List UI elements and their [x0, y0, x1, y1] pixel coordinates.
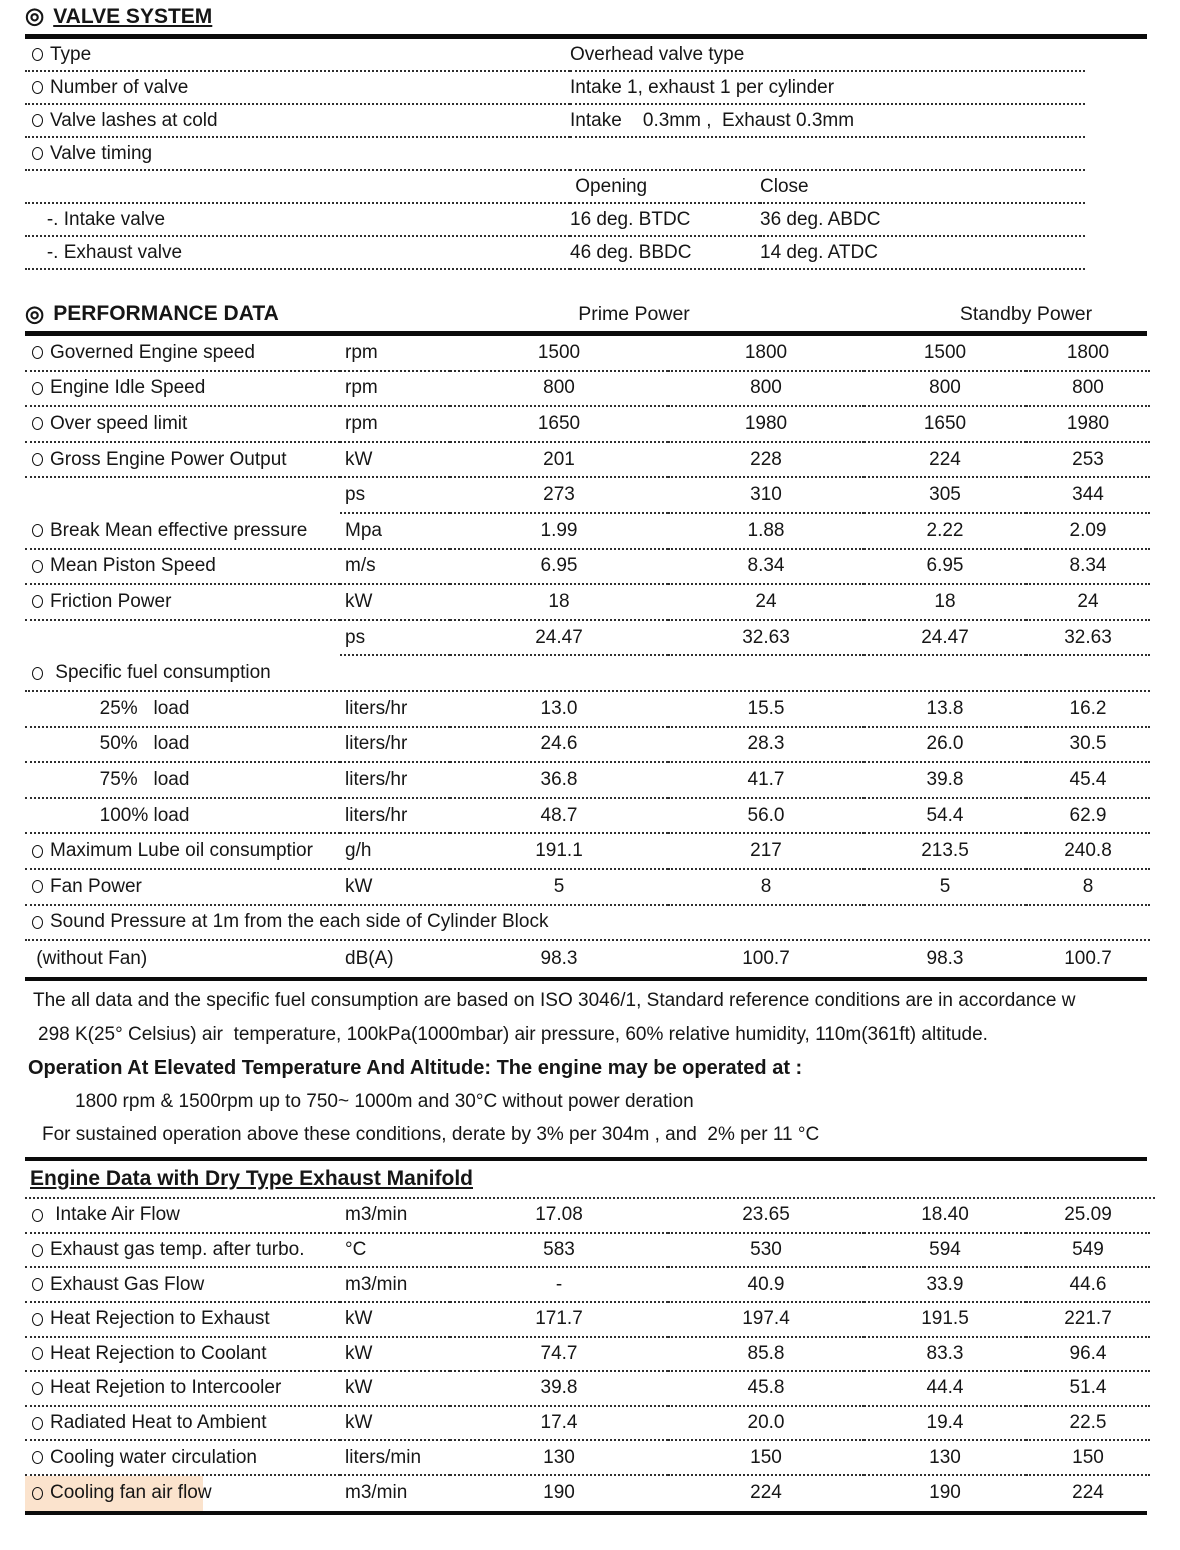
table-row — [25, 1476, 1150, 1511]
table-row — [25, 443, 1150, 479]
table-row — [25, 336, 1150, 372]
row-value: 5 — [864, 870, 1026, 906]
row-label-text: (without Fan) — [31, 947, 148, 969]
row-value: 33.9 — [864, 1268, 1026, 1303]
note-line: 298 K(25° Celsius) air temperature, 100kPa(1000mbar) air pressure, 60% relative humidity, 110m(361ft) altitude. — [38, 1023, 988, 1045]
row-unit: liters/hr — [340, 728, 450, 764]
row-value: 310 — [668, 478, 864, 514]
row-label-text: Valve timing — [50, 142, 153, 164]
row-label — [25, 336, 340, 372]
row-value: 85.8 — [668, 1338, 864, 1373]
row-label-text: 75% load — [31, 768, 190, 790]
valve-table-row — [25, 237, 1085, 270]
row-label — [25, 39, 570, 72]
row-unit: dB(A) — [345, 947, 394, 969]
table-row — [25, 906, 1150, 942]
table-row — [25, 1338, 1150, 1373]
note-line-operation-bold: Operation At Elevated Temperature And Altitude: The engine may be operated at : — [28, 1056, 803, 1079]
valve-table-row — [25, 72, 1085, 105]
row-value: 190 — [543, 1482, 575, 1504]
table-row — [25, 728, 1150, 764]
row-label — [25, 72, 570, 105]
table-row — [25, 1268, 1150, 1303]
valve-opening-value: Opening — [570, 171, 760, 204]
row-label — [25, 1338, 340, 1373]
row-unit: kW — [340, 1372, 450, 1407]
valve-opening-value: 46 deg. BBDC — [570, 237, 760, 270]
circle-bullet-icon — [32, 453, 43, 466]
row-unit: liters/min — [340, 1441, 450, 1476]
row-label-text: Mean Piston Speed — [50, 555, 216, 577]
circle-bullet-icon — [32, 595, 43, 608]
row-value: 800 — [1026, 372, 1150, 408]
engine-data-header — [25, 1161, 1155, 1199]
circle-bullet-icon — [32, 382, 43, 395]
row-value: 22.5 — [1026, 1407, 1150, 1442]
row-value: 45.4 — [1026, 763, 1150, 799]
row-unit: Mpa — [340, 514, 450, 550]
row-unit: m3/min — [345, 1482, 408, 1504]
row-value: 549 — [1026, 1234, 1150, 1269]
row-value: 190 — [929, 1482, 961, 1504]
row-value: 344 — [1026, 478, 1150, 514]
table-row — [25, 692, 1150, 728]
row-value: 56.0 — [668, 799, 864, 835]
row-value: 13.0 — [450, 692, 668, 728]
row-label-text: Intake Air Flow — [50, 1204, 180, 1226]
row-value: 44.4 — [864, 1372, 1026, 1407]
row-value: 1800 — [668, 336, 864, 372]
circle-bullet-icon — [32, 48, 43, 61]
reference-notes — [25, 985, 1180, 1153]
row-value: 5 — [450, 870, 668, 906]
row-value: 100.7 — [742, 947, 790, 969]
row-label-text: Gross Engine Power Output — [50, 448, 287, 470]
circle-bullet-icon — [32, 1417, 43, 1430]
table-row — [25, 372, 1150, 408]
row-label-text: -. Intake valve — [31, 208, 166, 230]
row-label — [25, 237, 570, 270]
row-value: 800 — [668, 372, 864, 408]
table-row — [25, 621, 1150, 657]
row-value: 213.5 — [864, 834, 1026, 870]
row-value: 32.63 — [668, 621, 864, 657]
row-value: 530 — [668, 1234, 864, 1269]
row-label — [25, 1407, 340, 1442]
row-unit: rpm — [340, 407, 450, 443]
row-value: 100.7 — [1064, 947, 1112, 969]
row-value: 24.47 — [450, 621, 668, 657]
row-unit: kW — [340, 585, 450, 621]
row-label — [25, 692, 340, 728]
row-value: 221.7 — [1026, 1303, 1150, 1338]
row-value: 96.4 — [1026, 1338, 1150, 1373]
row-label — [25, 621, 340, 657]
row-value: 8 — [1026, 870, 1150, 906]
circle-bullet-icon — [32, 560, 43, 573]
row-label — [25, 1234, 340, 1269]
row-label-text: Break Mean effective pressure — [50, 519, 308, 541]
row-value: 13.8 — [864, 692, 1026, 728]
row-value: 1.88 — [668, 514, 864, 550]
table-row — [25, 870, 1150, 906]
table-row — [25, 941, 1150, 977]
row-value: 54.4 — [864, 799, 1026, 835]
row-label — [25, 906, 1150, 942]
table-row — [25, 799, 1150, 835]
valve-table — [25, 39, 1180, 270]
table-row — [25, 1234, 1150, 1269]
row-value: - — [450, 1268, 668, 1303]
row-unit: m3/min — [340, 1268, 450, 1303]
row-value: 1.99 — [450, 514, 668, 550]
row-label — [25, 514, 340, 550]
row-unit: ps — [340, 478, 450, 514]
row-value: 24.6 — [450, 728, 668, 764]
row-label — [25, 1268, 340, 1303]
performance-title: PERFORMANCE DATA — [53, 302, 279, 325]
table-row — [25, 1441, 1150, 1476]
row-unit: kW — [340, 1407, 450, 1442]
row-value: 24.47 — [864, 621, 1026, 657]
row-label — [25, 1199, 340, 1234]
row-value: 201 — [450, 443, 668, 479]
circle-bullet-icon — [32, 916, 43, 929]
table-row — [25, 514, 1150, 550]
circle-bullet-icon — [32, 880, 43, 893]
row-label-text: Fan Power — [50, 875, 142, 897]
row-value: 41.7 — [668, 763, 864, 799]
row-label — [25, 171, 570, 204]
row-value: 1500 — [450, 336, 668, 372]
valve-table-row — [25, 204, 1085, 237]
row-value: 25.09 — [1026, 1199, 1150, 1234]
row-value: 8.34 — [1026, 550, 1150, 586]
engine-data-table — [25, 1199, 1180, 1510]
row-value: Intake 1, exhaust 1 per cylinder — [570, 72, 1085, 105]
circle-bullet-icon — [32, 417, 43, 430]
row-value: 1650 — [864, 407, 1026, 443]
row-value: 16.2 — [1026, 692, 1150, 728]
row-value: 15.5 — [668, 692, 864, 728]
row-label — [25, 1372, 340, 1407]
circle-bullet-icon — [32, 114, 43, 127]
valve-table-row — [25, 105, 1085, 138]
circle-bullet-icon — [32, 1244, 43, 1257]
row-value: 240.8 — [1026, 834, 1150, 870]
table-row — [25, 1407, 1150, 1442]
row-value: 224 — [864, 443, 1026, 479]
row-unit: kW — [340, 1303, 450, 1338]
row-value: 130 — [450, 1441, 668, 1476]
circle-bullet-icon — [32, 845, 43, 858]
table-row — [25, 763, 1150, 799]
row-value: 18 — [864, 585, 1026, 621]
spec-sheet-page — [25, 0, 1180, 1515]
performance-table — [25, 336, 1180, 977]
row-value: 253 — [1026, 443, 1150, 479]
performance-header-row — [25, 297, 1150, 331]
row-value: 48.7 — [450, 799, 668, 835]
row-unit: rpm — [340, 372, 450, 408]
row-label-text: Friction Power — [50, 590, 172, 612]
row-unit: kW — [340, 443, 450, 479]
valve-close-value: 36 deg. ABDC — [760, 204, 1085, 237]
circle-bullet-icon — [32, 524, 43, 537]
note-line: 1800 rpm & 1500rpm up to 750~ 1000m and 30°C without power deration — [75, 1090, 694, 1112]
note-line: The all data and the specific fuel consumption are based on ISO 3046/1, Standard reference conditions are in accordance w — [33, 990, 1076, 1012]
column-group-standby-power: Standby Power — [959, 302, 1093, 325]
row-label-text: Specific fuel consumption — [50, 662, 271, 684]
row-value: 171.7 — [450, 1303, 668, 1338]
table-row — [25, 478, 1150, 514]
valve-table-row — [25, 39, 1085, 72]
row-label-text: Heat Rejection to Coolant — [50, 1342, 267, 1364]
row-label-text: Cooling water circulation — [50, 1446, 257, 1468]
row-label-text: Maximum Lube oil consumptior — [50, 840, 313, 862]
row-value: 594 — [864, 1234, 1026, 1269]
circle-bullet-icon — [32, 667, 43, 680]
row-unit: rpm — [340, 336, 450, 372]
table-row — [25, 1303, 1150, 1338]
row-value: 197.4 — [668, 1303, 864, 1338]
row-label-text: Engine Idle Speed — [50, 377, 206, 399]
row-label-text: Exhaust Gas Flow — [50, 1273, 205, 1295]
row-value: 8 — [668, 870, 864, 906]
row-value: 224 — [750, 1482, 782, 1504]
section-marker-icon: ◎ — [25, 301, 45, 326]
table-row — [25, 585, 1150, 621]
row-unit: °C — [340, 1234, 450, 1269]
row-label-text: Over speed limit — [50, 412, 188, 434]
row-value: 150 — [668, 1441, 864, 1476]
row-value: 217 — [668, 834, 864, 870]
valve-system-title: VALVE SYSTEM — [53, 5, 213, 28]
row-label-text: -. Exhaust valve — [31, 241, 183, 263]
row-value: 51.4 — [1026, 1372, 1150, 1407]
row-value: 1980 — [1026, 407, 1150, 443]
row-value: 40.9 — [668, 1268, 864, 1303]
row-label — [25, 763, 340, 799]
row-unit: liters/hr — [340, 763, 450, 799]
row-value: 24 — [1026, 585, 1150, 621]
row-label — [25, 1476, 340, 1511]
row-unit: kW — [340, 1338, 450, 1373]
row-unit: ps — [340, 621, 450, 657]
circle-bullet-icon — [32, 1487, 43, 1500]
circle-bullet-icon — [32, 1451, 43, 1464]
divider-thick — [25, 977, 1147, 981]
row-value: 583 — [450, 1234, 668, 1269]
row-value — [570, 138, 1085, 171]
row-label — [25, 656, 1150, 692]
table-row — [25, 1199, 1150, 1234]
row-label-text: Heat Rejetion to Intercooler — [50, 1377, 282, 1399]
valve-close-value: Close — [760, 171, 1085, 204]
note-line: For sustained operation above these conditions, derate by 3% per 304m , and 2% per 11 °C — [42, 1124, 820, 1146]
row-value: 2.22 — [864, 514, 1026, 550]
row-label — [25, 585, 340, 621]
row-label — [25, 1303, 340, 1338]
valve-table-row — [25, 171, 1085, 204]
row-value: 17.4 — [450, 1407, 668, 1442]
performance-header — [25, 301, 450, 327]
table-row — [25, 656, 1150, 692]
table-row — [25, 407, 1150, 443]
circle-bullet-icon — [32, 1278, 43, 1291]
row-label-text: Heat Rejection to Exhaust — [50, 1308, 270, 1330]
row-value: 1980 — [668, 407, 864, 443]
row-value: 1500 — [864, 336, 1026, 372]
row-label — [25, 407, 340, 443]
row-value: 8.34 — [668, 550, 864, 586]
row-label — [25, 443, 340, 479]
row-label — [25, 204, 570, 237]
row-value: 44.6 — [1026, 1268, 1150, 1303]
row-label — [25, 1441, 340, 1476]
valve-close-value: 14 deg. ATDC — [760, 237, 1085, 270]
circle-bullet-icon — [32, 1313, 43, 1326]
row-label — [25, 478, 340, 514]
row-value: 150 — [1026, 1441, 1150, 1476]
row-value: 98.3 — [926, 947, 964, 969]
row-value: 17.08 — [450, 1199, 668, 1234]
section-marker-icon: ◎ — [25, 3, 45, 28]
row-value: 39.8 — [450, 1372, 668, 1407]
row-label — [25, 728, 340, 764]
circle-bullet-icon — [32, 346, 43, 359]
row-value: 74.7 — [450, 1338, 668, 1373]
circle-bullet-icon — [32, 147, 43, 160]
valve-opening-value: 16 deg. BTDC — [570, 204, 760, 237]
row-value: 32.63 — [1026, 621, 1150, 657]
row-value: 83.3 — [864, 1338, 1026, 1373]
row-label — [25, 941, 340, 977]
circle-bullet-icon — [32, 1209, 43, 1222]
divider-thick — [25, 1511, 1147, 1515]
row-label — [25, 799, 340, 835]
column-group-prime-power: Prime Power — [578, 302, 690, 325]
row-value: 28.3 — [668, 728, 864, 764]
row-label-text: Sound Pressure at 1m from the each side of Cylinder Block — [50, 911, 549, 933]
row-value: 20.0 — [668, 1407, 864, 1442]
row-label-text: Type — [50, 43, 92, 65]
row-unit: liters/hr — [340, 692, 450, 728]
row-value: 26.0 — [864, 728, 1026, 764]
row-value: 800 — [450, 372, 668, 408]
row-unit: m3/min — [340, 1199, 450, 1234]
circle-bullet-icon — [32, 81, 43, 94]
valve-system-header — [25, 0, 1180, 34]
row-value: 1650 — [450, 407, 668, 443]
row-label — [25, 870, 340, 906]
row-unit: liters/hr — [340, 799, 450, 835]
valve-table-row — [25, 138, 1085, 171]
row-label-text: Governed Engine speed — [50, 341, 255, 363]
row-unit: g/h — [340, 834, 450, 870]
row-label — [25, 834, 340, 870]
row-value: 18.40 — [864, 1199, 1026, 1234]
table-row — [25, 550, 1150, 586]
row-value: 2.09 — [1026, 514, 1150, 550]
row-value: 1800 — [1026, 336, 1150, 372]
row-label-text: 25% load — [31, 697, 190, 719]
row-label-text: 50% load — [31, 733, 190, 755]
row-value: 6.95 — [864, 550, 1026, 586]
row-value: 6.95 — [450, 550, 668, 586]
row-label-text: Radiated Heat to Ambient — [50, 1412, 267, 1434]
row-label-text: Exhaust gas temp. after turbo. — [50, 1239, 305, 1261]
row-label — [25, 550, 340, 586]
row-value: 191.1 — [450, 834, 668, 870]
row-value: 228 — [668, 443, 864, 479]
row-label-text: Cooling fan air flow — [50, 1482, 212, 1504]
row-value: 45.8 — [668, 1372, 864, 1407]
circle-bullet-icon — [32, 1382, 43, 1395]
row-value: 30.5 — [1026, 728, 1150, 764]
circle-bullet-icon — [32, 1347, 43, 1360]
row-value: 23.65 — [668, 1199, 864, 1234]
row-label — [25, 138, 570, 171]
row-label-text: Number of valve — [50, 76, 189, 98]
row-value: 18 — [450, 585, 668, 621]
row-value: 191.5 — [864, 1303, 1026, 1338]
table-row — [25, 834, 1150, 870]
row-value: Intake 0.3mm , Exhaust 0.3mm — [570, 105, 1085, 138]
row-value: 224 — [1072, 1482, 1104, 1504]
row-label-text: 100% load — [31, 804, 190, 826]
engine-data-title: Engine Data with Dry Type Exhaust Manifold — [30, 1167, 473, 1191]
table-row — [25, 1372, 1150, 1407]
row-value: 39.8 — [864, 763, 1026, 799]
row-value: 62.9 — [1026, 799, 1150, 835]
row-value: 130 — [864, 1441, 1026, 1476]
row-value: 305 — [864, 478, 1026, 514]
row-value: 19.4 — [864, 1407, 1026, 1442]
row-label — [25, 372, 340, 408]
row-value: Overhead valve type — [570, 39, 1085, 72]
row-value: 24 — [668, 585, 864, 621]
row-value: 273 — [450, 478, 668, 514]
row-value: 98.3 — [540, 947, 578, 969]
row-label — [25, 105, 570, 138]
row-value: 36.8 — [450, 763, 668, 799]
row-unit: kW — [340, 870, 450, 906]
row-label-text: Valve lashes at cold — [50, 109, 218, 131]
row-value: 800 — [864, 372, 1026, 408]
row-unit: m/s — [340, 550, 450, 586]
